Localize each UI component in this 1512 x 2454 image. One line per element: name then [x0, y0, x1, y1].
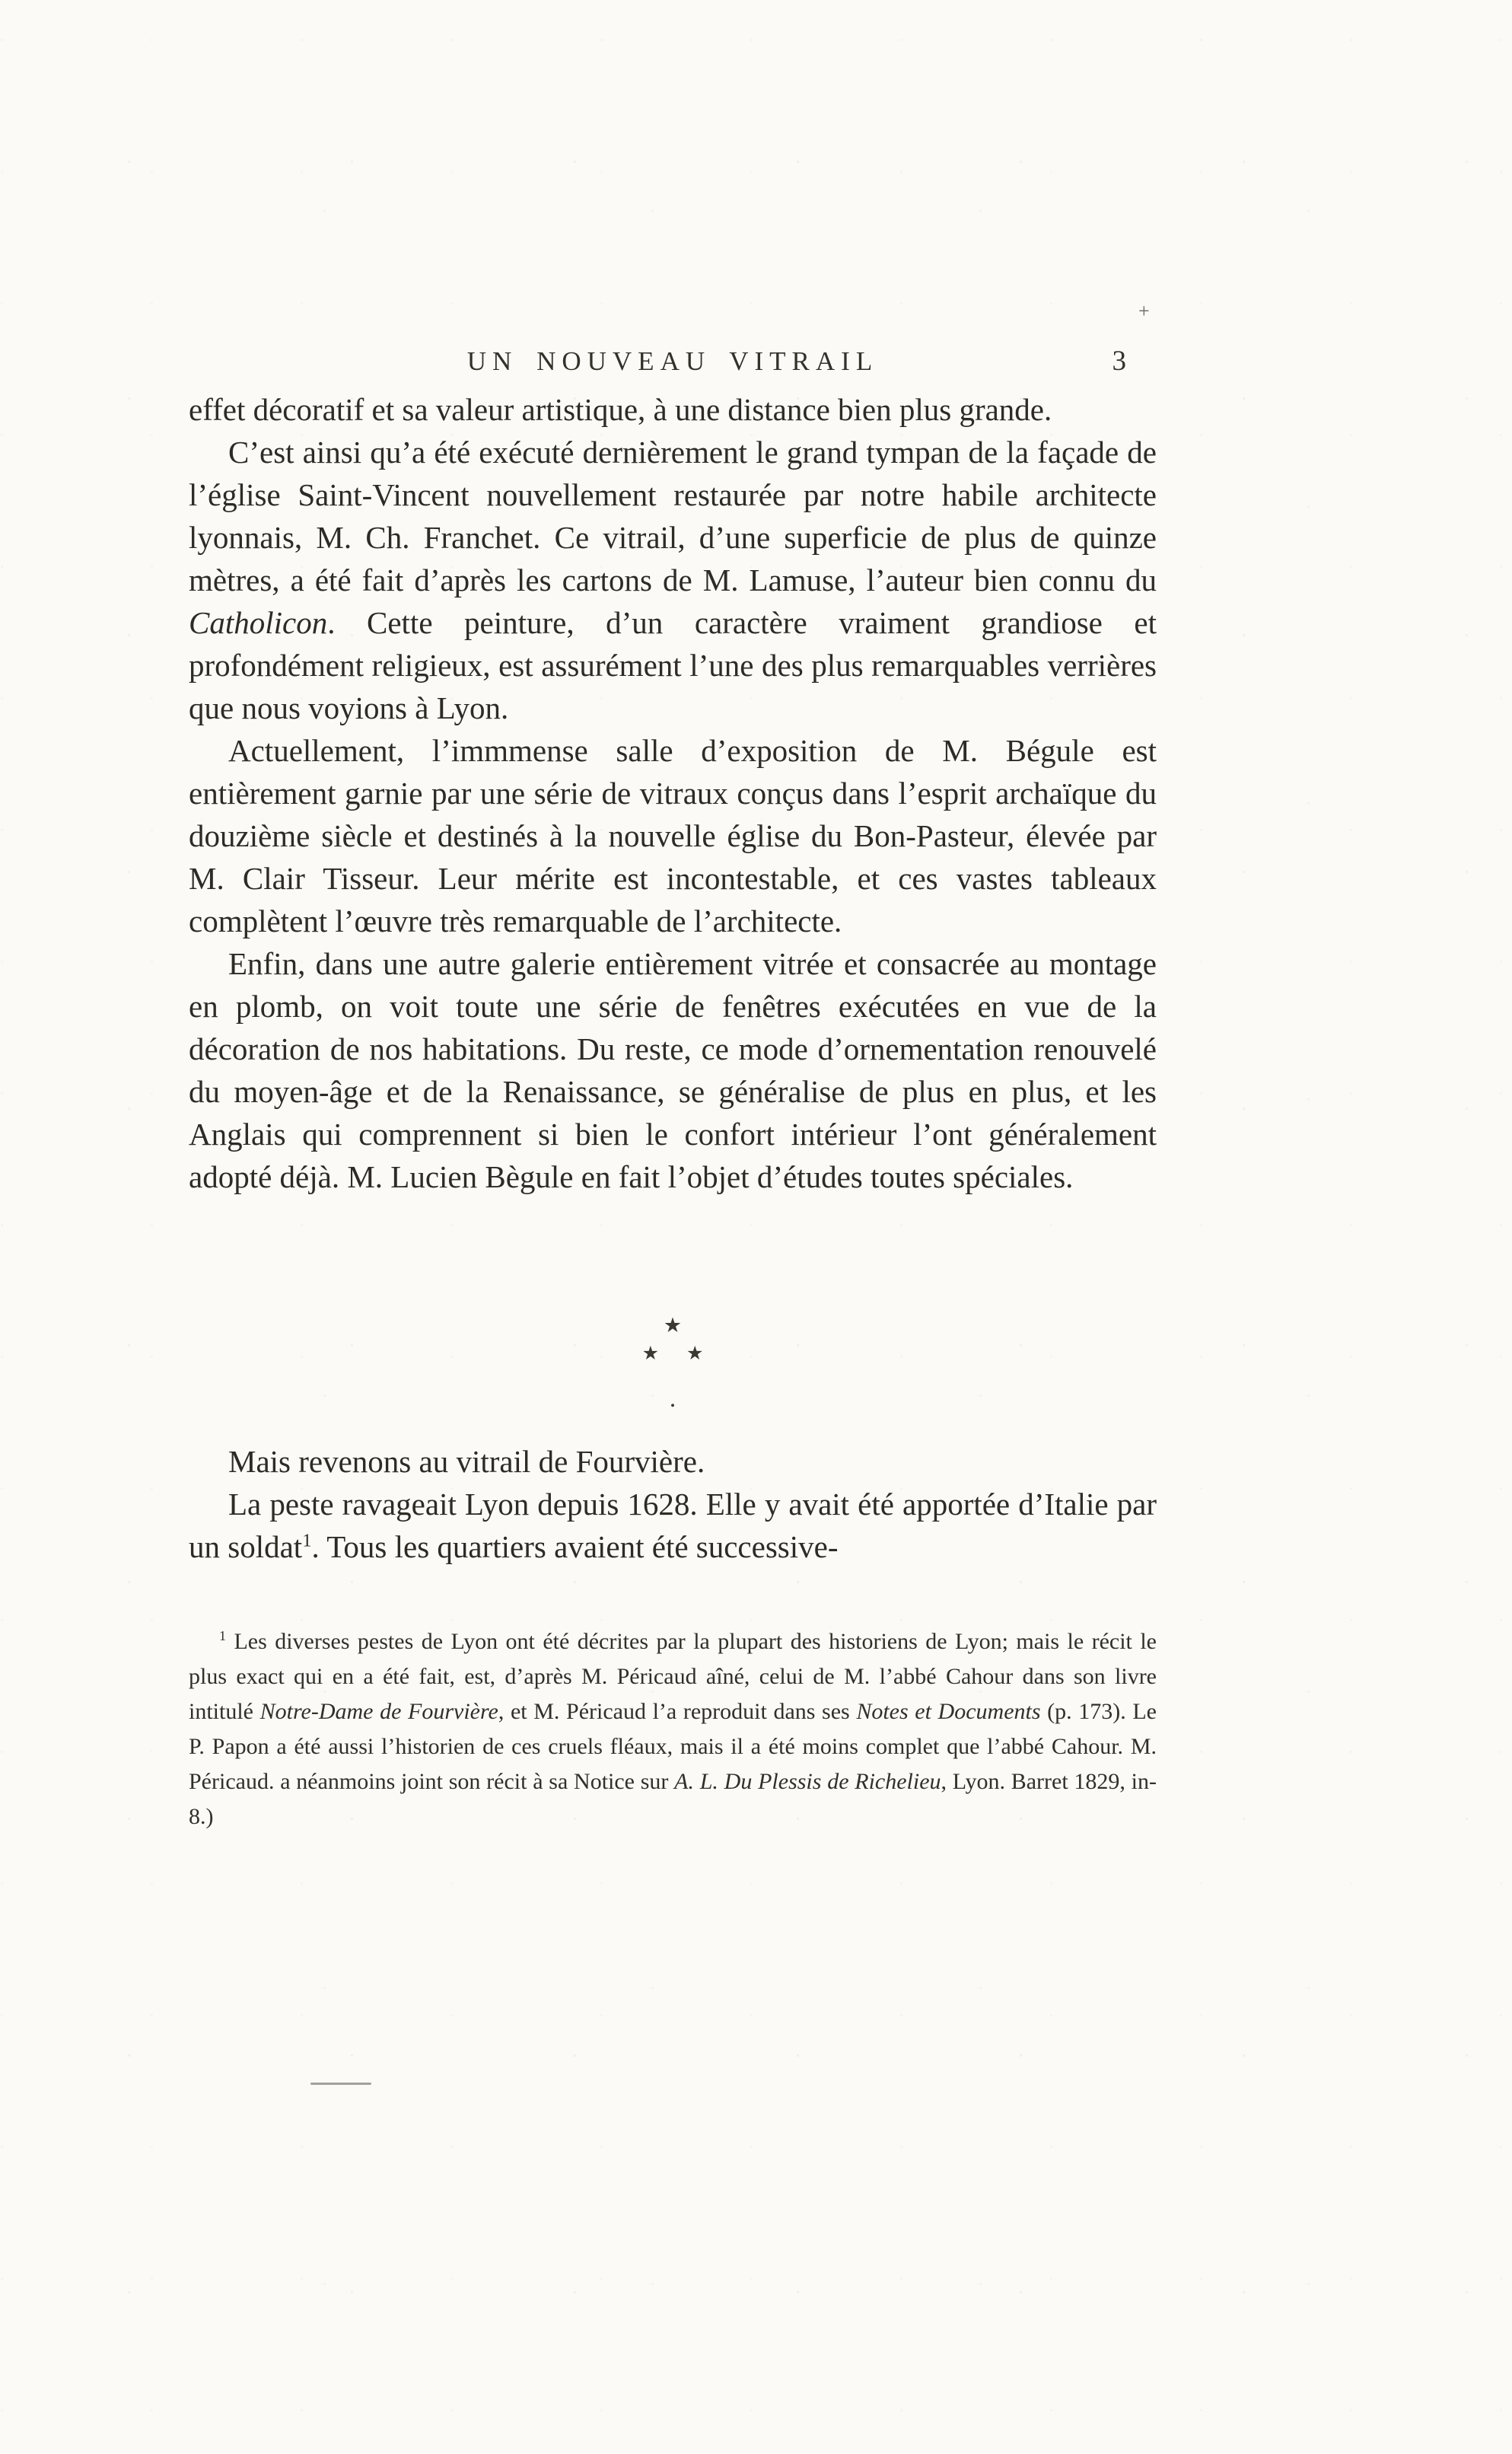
text-segment: , et M. Péricaud l’a reproduit dans ses — [498, 1699, 857, 1724]
footnote — [189, 1624, 1157, 1834]
dot-mark: . — [669, 1385, 676, 1413]
page-body-after-separator — [189, 1440, 1157, 1568]
text-segment: , Lyon. Barret 1829, in-8.) — [189, 1769, 1157, 1829]
star-icon: ★ — [663, 1314, 683, 1337]
running-title: UN NOUVEAU VITRAIL — [466, 346, 879, 376]
paragraph — [189, 431, 1157, 729]
text-segment: . Cette peinture, d’un caractère vraiment grandiose et profondément religieux, est assurément l’une des plus remarquables verrières que nous voyions à Lyon. — [189, 605, 1157, 725]
paragraph — [189, 1440, 1157, 1483]
text-segment: effet décoratif et sa valeur artistique, à une distance bien plus grande. — [189, 392, 1052, 427]
page-number: 3 — [1112, 346, 1126, 377]
text-segment: Catholicon — [189, 605, 328, 640]
text-segment: A. L. Du Plessis de Richelieu — [674, 1769, 941, 1794]
text-segment: Notre-Dame de Fourvière — [259, 1699, 498, 1724]
text-segment: Enfin, dans une autre galerie entièrement vitrée et consacrée au montage en plomb, on voit toute une série de fenêtres exécutées en vue de la décoration de nos habitations. Du reste, ce mode d’ornementation renouvelé du moyen-âge et de la Renaissance, se généralise de plus en plus, et les Anglais qui comprennent si bien le confort intérieur l’ont généralement adopté déjà. M. Lucien Bègule en fait l’objet d’études toutes spéciales. — [189, 946, 1157, 1194]
page-body — [189, 388, 1157, 1198]
scan-artifact-mark: + — [1138, 300, 1150, 322]
paragraph — [189, 388, 1157, 431]
paragraph — [189, 1624, 1157, 1834]
text-segment: C’est ainsi qu’a été exécuté dernièrement le grand tympan de la façade de l’église Saint-Vincent nouvellement restaurée par notre habile architecte lyonnais, M. Ch. Franchet. Ce vitrail, d’une superficie de plus de quinze mètres, a été fait d’après les cartons de M. Lamuse, l’auteur bien connu du — [189, 435, 1157, 598]
star-row-icon: ★ ★ — [641, 1342, 704, 1364]
page-content — [189, 344, 1157, 1834]
text-segment: La peste ravageait Lyon depuis 1628. Elle y avait été apportée d’Italie par un soldat — [189, 1487, 1157, 1564]
paragraph — [189, 1483, 1157, 1568]
footnote-reference: 1 — [219, 1628, 226, 1643]
text-segment: (p. 173). Le P. Papon a été aussi l’historien de ces cruels fléaux, mais il a été moins complet que l’abbé Cahour. M. Péricaud. a néanmoins joint son récit à sa Notice sur — [189, 1699, 1157, 1794]
page-header — [189, 344, 1157, 388]
scan-artifact-underline — [310, 2083, 371, 2085]
text-segment: Notes et Documents — [856, 1699, 1041, 1724]
paragraph — [189, 942, 1157, 1198]
text-segment: Actuellement, l’immmense salle d’exposition de M. Bégule est entièrement garnie par une série de vitraux conçus dans l’esprit archaïque du douzième siècle et destinés à la nouvelle église du Bon-Pasteur, élevée par M. Clair Tisseur. Leur mérite est incontestable, et ces vastes tableaux complètent l’œuvre très remarquable de l’architecte. — [189, 733, 1157, 939]
footnote-reference: 1 — [302, 1530, 312, 1551]
paragraph — [189, 729, 1157, 942]
section-separator — [189, 1312, 1157, 1413]
text-segment: . Tous les quartiers avaient été successive- — [311, 1529, 839, 1564]
text-segment: Les diverses pestes de Lyon ont été décrites par la plupart des historiens de Lyon; mais le récit le plus exact qui en a été fait, est, d’après M. Péricaud aîné, celui de M. l’abbé Cahour dans son livre intitulé — [189, 1629, 1157, 1724]
text-segment: Mais revenons au vitrail de Fourvière. — [228, 1444, 705, 1479]
